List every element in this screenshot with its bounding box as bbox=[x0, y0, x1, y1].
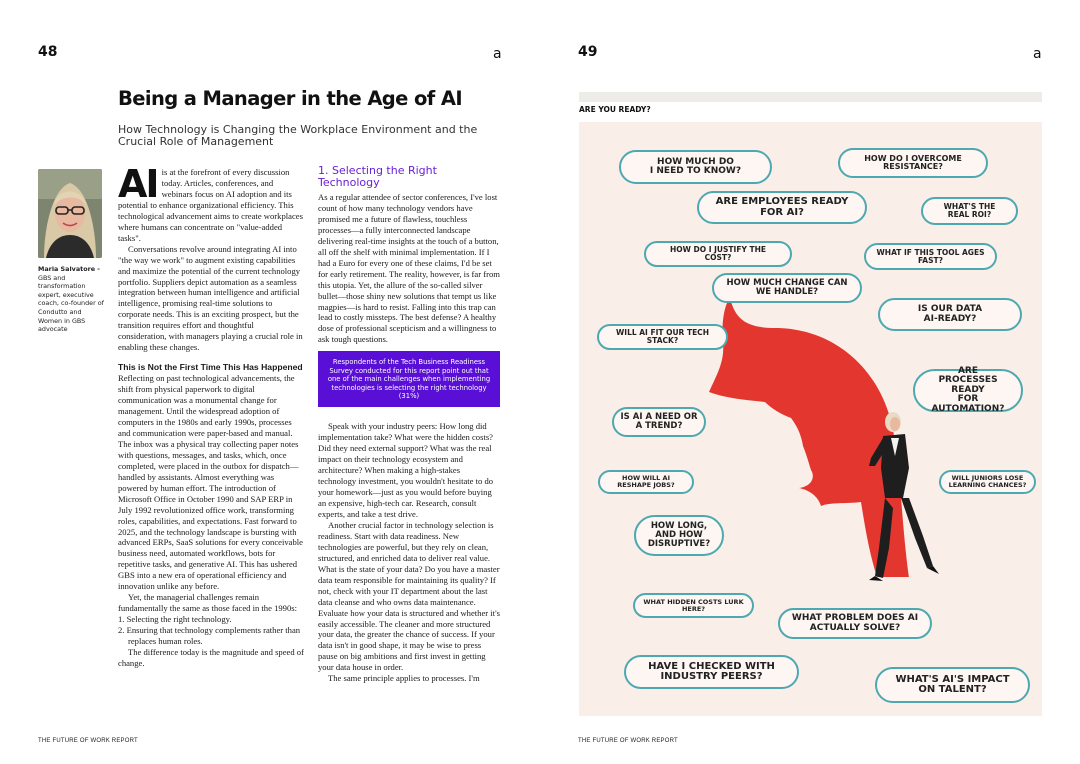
question-bubble bbox=[878, 298, 1022, 331]
question-bubble bbox=[778, 608, 932, 639]
question-bubble bbox=[697, 191, 867, 224]
question-text: WHAT HIDDEN COSTS LURK HERE? bbox=[643, 597, 744, 613]
intro-paragraph: is at the forefront of every discussion today. Articles, conferences, and webinars focus on AI adoption and its potential to enhance organizational efficiency. This technological advancement aims to create workplaces where humans can concentrate on "value-added tasks". bbox=[118, 167, 303, 243]
paragraph: Another crucial factor in technology selection is readiness. Start with data readiness. New technologies are powerful, but they rely on clean, structured, and enriched data to deliver real value. What is the state of your data? Do you have a master data team responsible for maintaining its quality? If not, check with your IT department about the last data cleanse and who owns data maintenance. Evaluate how your data is structured and whether it's easily accessible. The cleaner and more structured your data, the greater the chance of success. If your data isn't in good shape, it may be wise to press pause on big ambitions and first invest in getting your data house in order. bbox=[318, 519, 500, 673]
author-bio: GBS and transformation expert, executive coach, co-founder of Condutto and Women in GBS advocate bbox=[38, 273, 104, 334]
question-bubble bbox=[939, 470, 1036, 494]
section-label: ARE YOU READY? bbox=[579, 105, 651, 114]
paragraph: As a regular attendee of sector conferences, I've lost count of how many technology vendors have promised me a future of flawless, touchless processes—a fully interconnected landscape delivering real-time insights at the touch of a button, all off the shelf with minimal implementation. If I had a Euro for every one of these claims, I'd be set for early retirement. The reality, however, is far from this utopia. Yet, the allure of the so-called silver bullet—those shiny new solutions that tempt us like magpies—is hard to resist. Falling into this trap can lead to costly missteps. The best defense? A healthy dose of professional scepticism and a willingness to ask tough questions. bbox=[318, 192, 500, 345]
question-bubble bbox=[624, 655, 799, 689]
question-bubble bbox=[921, 197, 1018, 225]
article-column-2 bbox=[318, 165, 500, 684]
question-text: WILL JUNIORS LOSE LEARNING CHANCES? bbox=[948, 474, 1027, 489]
article-column-1 bbox=[118, 162, 304, 669]
question-bubble bbox=[838, 148, 988, 178]
question-text: WHAT PROBLEM DOES AI ACTUALLY SOLVE? bbox=[791, 613, 919, 633]
footer: THE FUTURE OF WORK REPORT bbox=[578, 738, 678, 744]
question-bubble bbox=[619, 150, 772, 184]
brand-logo: a bbox=[493, 46, 502, 62]
question-text: IS OUR DATA AI-READY? bbox=[917, 304, 983, 324]
section-heading: 1. Selecting the Right Technology bbox=[318, 164, 437, 189]
paragraph: Speak with your industry peers: How long did implementation take? What were the hidden costs? Did they need external support? What was the real impact on their technology ecosystem and architecture? When making a high-stakes technology investment, you wouldn't hesitate to do your homework—just as you would before buying an expensive, high-tech car. Research, consult experts, and take a test drive. bbox=[318, 421, 494, 519]
page-number: 48 bbox=[38, 44, 58, 60]
question-bubble bbox=[598, 470, 694, 494]
question-text: WHAT'S THE REAL ROI? bbox=[943, 202, 996, 219]
question-bubble bbox=[875, 667, 1030, 703]
question-bubble bbox=[612, 407, 706, 437]
question-text: ARE EMPLOYEES READY FOR AI? bbox=[715, 196, 849, 218]
paragraph: The difference today is the magnitude and speed of change. bbox=[118, 646, 304, 668]
paragraph: The same principle applies to processes. I'm bbox=[328, 673, 480, 684]
question-text: WHAT'S AI'S IMPACT ON TALENT? bbox=[895, 673, 1010, 695]
page-number: 49 bbox=[578, 44, 598, 60]
question-bubble bbox=[634, 515, 724, 556]
list-item: 2. Ensuring that technology complements rather than replaces human roles. bbox=[118, 625, 301, 647]
paragraph: Conversations revolve around integrating AI into "the way we work" to augment existing capabilities and maximize the potential of the current technology portfolio. Suppliers depict automation as a seamless integration between human intelligence and artificial intelligence, promising real-time solutions to corporate needs. This is an exciting prospect, but the transition requires effort and thoughtful consideration, with managers playing a crucial role in enabling these changes. bbox=[118, 243, 303, 353]
author-photo bbox=[38, 169, 102, 258]
red-head-silhouette bbox=[709, 298, 909, 578]
author-caption bbox=[38, 265, 104, 334]
question-bubble bbox=[712, 273, 862, 303]
question-text: HAVE I CHECKED WITH INDUSTRY PEERS? bbox=[648, 660, 775, 682]
paragraph: Reflecting on past technological advancements, the shift from physical paperwork to digital communication was a monumental change for management. Until the widespread adoption of computers in the 1980s and early 1990s, processes and communication were paper-based and manual. The inbox was a physical tray collecting paper notes with questions, messages, and tasks, which, once completed, were placed in the outbox for dispatch—handled by assistants. Almost everything was powered by human effort. The introduction of Microsoft Office in October 1990 and SAP ERP in July 1992 revolutionized office work, transforming roles, capabilities, and expectations. Fast forward to 2025, and the technology landscape is bursting with advanced ERPs, SaaS solutions for every conceivable business need, automated workflows, bots for repetitive tasks, and generative AI. This has ushered GBS into a new era of operational efficiency and innovation unlike any before. bbox=[118, 373, 303, 592]
question-bubble bbox=[633, 593, 754, 618]
list-item: 1. Selecting the right technology. bbox=[118, 614, 232, 625]
question-text: HOW WILL AI RESHAPE JOBS? bbox=[617, 474, 675, 489]
question-text: WHAT IF THIS TOOL AGES FAST? bbox=[876, 247, 985, 265]
article-title: Being a Manager in the Age of AI bbox=[118, 87, 462, 110]
question-text: HOW LONG, AND HOW DISRUPTIVE? bbox=[647, 521, 711, 549]
question-bubble bbox=[864, 243, 997, 270]
brand-logo: a bbox=[1033, 46, 1042, 62]
subsection-heading: This is Not the First Time This Has Happened bbox=[118, 362, 303, 373]
footer: THE FUTURE OF WORK REPORT bbox=[38, 738, 138, 744]
question-bubble bbox=[644, 241, 792, 267]
survey-callout: Respondents of the Tech Business Readiness Survey conducted for this report point out that one of the main challenges when implementing technologies is selecting the right technology (31%) bbox=[318, 351, 500, 407]
dropcap: AI bbox=[118, 162, 158, 206]
question-text: ARE PROCESSES READY FOR AUTOMATION? bbox=[931, 365, 1005, 414]
question-text: HOW DO I JUSTIFY THE COST? bbox=[669, 245, 767, 262]
author-name: Maria Salvatore - bbox=[38, 265, 100, 273]
question-bubble bbox=[597, 324, 728, 350]
question-text: IS AI A NEED OR A TREND? bbox=[620, 412, 698, 431]
question-text: HOW MUCH DO I NEED TO KNOW? bbox=[649, 156, 742, 176]
infographic-panel bbox=[579, 122, 1042, 716]
question-text: HOW MUCH CHANGE CAN WE HANDLE? bbox=[726, 278, 848, 297]
header-bar bbox=[579, 92, 1042, 102]
question-text: WILL AI FIT OUR TECH STACK? bbox=[616, 328, 709, 345]
article-subtitle: How Technology is Changing the Workplace Environment and the Crucial Role of Management bbox=[118, 123, 478, 148]
paragraph: Yet, the managerial challenges remain fundamentally the same as those faced in the 1990s: bbox=[118, 592, 297, 614]
question-text: HOW DO I OVERCOME RESISTANCE? bbox=[864, 153, 962, 171]
question-bubble bbox=[913, 365, 1023, 414]
right-page bbox=[540, 0, 1080, 764]
